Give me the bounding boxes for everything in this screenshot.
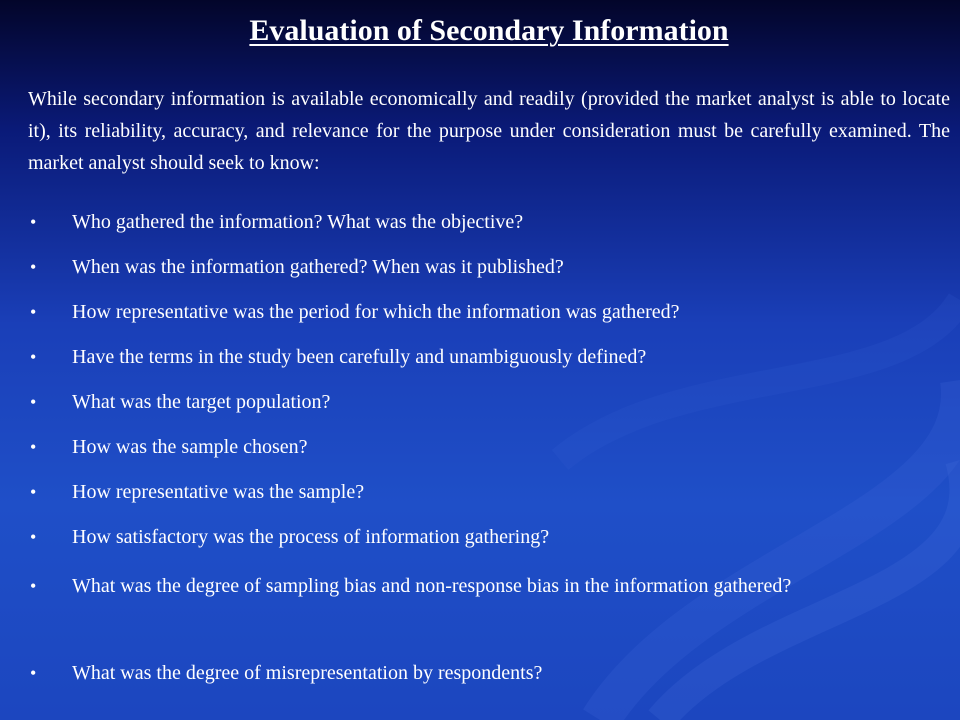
list-item [26,294,946,339]
bullet-text: How representative was the sample? [72,481,365,503]
bullet-text: Who gathered the information? What was the objective? [72,211,524,233]
bullet-text: Have the terms in the study been carefully and unambiguously defined? [72,346,647,368]
bullet-text: What was the degree of sampling bias and non-response bias in the information gathered? [72,575,792,597]
bullet-text: When was the information gathered? When was it published? [72,256,564,278]
bullet-list [26,204,946,700]
bullet-text: How representative was the period for which the information was gathered? [72,301,680,323]
bullet-icon: • [30,212,37,232]
bullet-text: How was the sample chosen? [72,436,308,458]
list-item [26,249,946,294]
bullet-icon: • [30,576,37,596]
bullet-icon: • [30,347,37,367]
bullet-icon: • [30,257,37,277]
bullet-icon: • [30,527,37,547]
list-item [26,519,946,564]
list-item [26,474,946,519]
bullet-text: What was the target population? [72,391,331,413]
bullet-text: What was the degree of misrepresentation by respondents? [72,662,543,684]
bullet-icon: • [30,302,37,322]
list-item [26,384,946,429]
list-item [26,429,946,474]
bullet-text: How satisfactory was the process of information gathering? [72,526,550,548]
bullet-icon: • [30,437,37,457]
bullet-icon: • [30,392,37,412]
list-item [26,339,946,384]
bullet-icon: • [30,482,37,502]
list-item [26,204,946,249]
slide-title: Evaluation of Secondary Information [249,14,729,47]
bullet-icon: • [30,663,37,683]
list-item [26,564,946,655]
list-item [26,655,946,700]
intro-paragraph: While secondary information is available economically and readily (provided the market analyst is able to locate it), its reliability, accuracy, and relevance for the purpose under consideration must be carefully examined. The market analyst should seek to know: [28,88,950,174]
